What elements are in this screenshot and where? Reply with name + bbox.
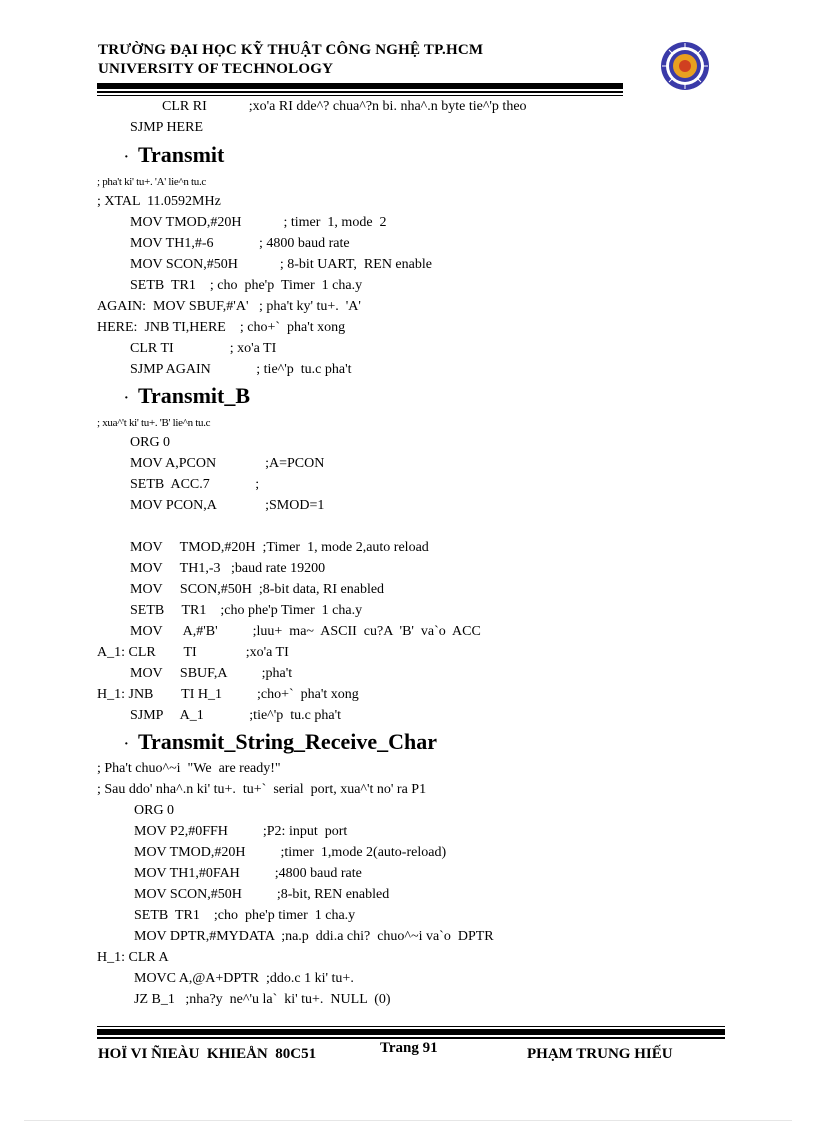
code-line: SETB TR1 ;cho phe'p Timer 1 cha.y [130, 603, 363, 618]
code-line: JZ B_1 ;nha?y ne^'u la` ki' tu+. NULL (0) [134, 992, 391, 1007]
code-line: CLR RI ;xo'a RI dde^? chua^?n bi. nha^.n byte tie^'p theo [162, 99, 527, 114]
code-line: MOV SCON,#50H ;8-bit data, RI enabled [130, 582, 385, 597]
code-line: H_1: CLR A [97, 950, 169, 965]
code-line: A_1: CLR TI ;xo'a TI [97, 645, 289, 660]
code-line: SETB ACC.7 ; [130, 477, 260, 492]
code-line: MOV SCON,#50H ; 8-bit UART, REN enable [130, 257, 432, 272]
section-bullet: · [124, 150, 129, 165]
code-line: SETB TR1 ; cho phe'p Timer 1 cha.y [130, 278, 363, 293]
code-line: MOV TH1,#0FAH ;4800 baud rate [134, 866, 362, 881]
code-line: MOV A,#'B' ;luu+ ma~ ASCII cu?A 'B' va`o ACC [130, 624, 481, 639]
university-logo-icon [660, 41, 710, 91]
section-bullet: · [124, 391, 129, 406]
code-line: MOV TMOD,#20H ; timer 1, mode 2 [130, 215, 387, 230]
code-line: MOV TMOD,#20H ;timer 1,mode 2(auto-reload) [134, 845, 447, 860]
header-university-en: UNIVERSITY OF TECHNOLOGY [98, 61, 334, 77]
code-comment: ; Pha't chuo^~i "We are ready!" [97, 761, 281, 776]
code-comment: ; XTAL 11.0592MHz [97, 194, 221, 209]
section-title-transmit-b: Transmit_B [138, 383, 251, 408]
code-line: MOVC A,@A+DPTR ;ddo.c 1 ki' tu+. [134, 971, 354, 986]
header-university-vn: TRƯỜNG ĐẠI HỌC KỸ THUẬT CÔNG NGHỆ TP.HCM [98, 42, 484, 58]
code-line: MOV A,PCON ;A=PCON [130, 456, 325, 471]
footer-rule-thin [97, 1026, 725, 1027]
footer-rule-thin-2 [97, 1037, 725, 1039]
code-line: ORG 0 [130, 435, 171, 450]
code-comment: ; xua^'t ki' tu+. 'B' lie^n tu.c [97, 417, 211, 429]
section-bullet: · [124, 737, 129, 752]
code-line: MOV SBUF,A ;pha't [130, 666, 293, 681]
code-line: SETB TR1 ;cho phe'p timer 1 cha.y [134, 908, 356, 923]
section-title-transmit: Transmit [138, 142, 225, 167]
code-comment: ; pha't ki' tu+. 'A' lie^n tu.c [97, 176, 206, 188]
section-title-transmit-string: Transmit_String_Receive_Char [138, 729, 437, 754]
code-line: MOV DPTR,#MYDATA ;na.p ddi.a chi? chuo^~i va`o DPTR [134, 929, 494, 944]
code-comment: ; Sau ddo' nha^.n ki' tu+. tu+` serial port, xua^'t no' ra P1 [97, 782, 427, 797]
page-bottom-edge [24, 1120, 792, 1121]
code-line: MOV TMOD,#20H ;Timer 1, mode 2,auto reload [130, 540, 429, 555]
code-line: MOV SCON,#50H ;8-bit, REN enabled [134, 887, 390, 902]
code-line: SJMP AGAIN ; tie^'p tu.c pha't [130, 362, 352, 377]
header-rule-thick [97, 83, 623, 89]
code-line: MOV P2,#0FFH ;P2: input port [134, 824, 348, 839]
code-line: H_1: JNB TI H_1 ;cho+` pha't xong [97, 687, 359, 702]
footer-left-title: HOÏ VI ÑIEÀU KHIEÅN 80C51 [98, 1046, 317, 1062]
code-line: ORG 0 [134, 803, 175, 818]
code-line: HERE: JNB TI,HERE ; cho+` pha't xong [97, 320, 346, 335]
code-line: AGAIN: MOV SBUF,#'A' ; pha't ky' tu+. 'A' [97, 299, 361, 314]
code-line: MOV PCON,A ;SMOD=1 [130, 498, 325, 513]
code-line: MOV TH1,-3 ;baud rate 19200 [130, 561, 326, 576]
code-line: SJMP HERE [130, 120, 204, 135]
footer-author: PHẠM TRUNG HIẾU [527, 1046, 673, 1062]
header-rule-thin [97, 91, 623, 93]
footer-page-number: Trang 91 [380, 1040, 438, 1056]
code-line: MOV TH1,#-6 ; 4800 baud rate [130, 236, 350, 251]
code-line: SJMP A_1 ;tie^'p tu.c pha't [130, 708, 341, 723]
footer-rule-thick [97, 1029, 725, 1035]
code-line: CLR TI ; xo'a TI [130, 341, 277, 356]
